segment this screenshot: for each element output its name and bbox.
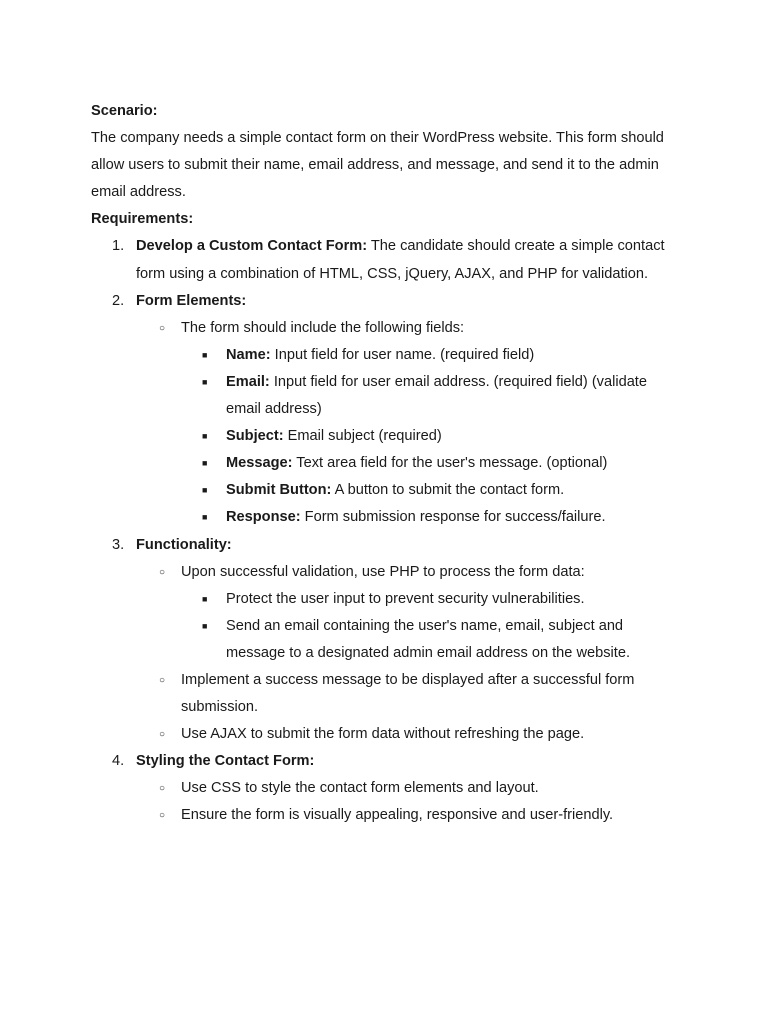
sub-item (91, 559, 681, 586)
field-description: Input field for user email address. (required field) (validate email address) (226, 373, 647, 418)
requirement-title: Functionality: (136, 536, 232, 553)
field-name: Name: (226, 346, 271, 363)
requirement-item (91, 532, 681, 559)
sub-item-text: Use AJAX to submit the form data without refreshing the page. (181, 726, 585, 743)
list-number: 1. (112, 238, 125, 255)
square-bullet-icon: ■ (202, 458, 208, 469)
field-description: Email subject (required) (283, 428, 442, 445)
sub-item (91, 775, 681, 802)
field-name: Message: (226, 455, 293, 472)
sub-item (91, 667, 681, 721)
field-description: Text area field for the user's message. (optional) (292, 455, 608, 472)
square-bullet-icon: ■ (202, 431, 208, 442)
square-bullet-icon: ■ (202, 593, 208, 604)
bullet-item (91, 613, 681, 667)
bullet-text: Protect the user input to prevent security vulnerabilities. (226, 590, 585, 607)
sub-item (91, 315, 681, 342)
bullet-item (91, 369, 681, 423)
circle-bullet-icon: ○ (159, 566, 166, 578)
scenario-body: The company needs a simple contact form on their WordPress website. This form should allow users to submit their name, email address, and message, and send it to the admin email address. (91, 130, 664, 201)
square-bullet-icon: ■ (202, 620, 208, 631)
field-name: Response: (226, 509, 301, 526)
sub-item (91, 802, 681, 829)
scenario-heading: Scenario: (91, 103, 158, 119)
circle-bullet-icon: ○ (159, 729, 166, 741)
sub-item (91, 721, 681, 748)
requirements-heading: Requirements: (91, 211, 194, 228)
bullet-item (91, 504, 681, 531)
bullet-item (91, 423, 681, 450)
field-description: A button to submit the contact form. (331, 482, 565, 499)
bullet-item (91, 586, 681, 613)
sub-item-text: Ensure the form is visually appealing, responsive and user-friendly. (181, 807, 614, 824)
bullet-item (91, 450, 681, 477)
requirement-item (91, 748, 681, 775)
field-name: Email: (226, 373, 270, 390)
sub-item-text: Upon successful validation, use PHP to process the form data: (181, 563, 585, 580)
square-bullet-icon: ■ (202, 376, 208, 387)
circle-bullet-icon: ○ (159, 783, 166, 795)
bullet-text: Send an email containing the user's name, email, subject and message to a designated admin email address on the website. (226, 617, 631, 661)
document-content (91, 98, 681, 830)
square-bullet-icon: ■ (202, 485, 208, 496)
square-bullet-icon: ■ (202, 512, 208, 523)
field-name: Subject: (226, 428, 284, 445)
bullet-item (91, 342, 681, 369)
requirement-title: Styling the Contact Form: (136, 753, 315, 770)
field-description: Form submission response for success/failure. (300, 509, 606, 526)
requirement-title: Form Elements: (136, 292, 247, 309)
sub-item-text: The form should include the following fields: (181, 319, 465, 336)
requirement-title: Develop a Custom Contact Form: (136, 238, 368, 255)
bullet-item (91, 477, 681, 504)
circle-bullet-icon: ○ (159, 810, 166, 822)
field-description: Input field for user name. (required field) (270, 346, 535, 363)
requirement-item (91, 233, 681, 287)
list-number: 2. (112, 292, 125, 309)
sub-item-text: Use CSS to style the contact form elements and layout. (181, 780, 539, 797)
square-bullet-icon: ■ (202, 349, 208, 360)
circle-bullet-icon: ○ (159, 322, 166, 334)
requirement-item (91, 288, 681, 315)
list-number: 3. (112, 536, 125, 553)
requirement-text: The candidate should create a simple contact form using a combination of HTML, CSS, jQuery, AJAX, and PHP for validation. (136, 238, 665, 282)
sub-item-text: Implement a success message to be displayed after a successful form submission. (181, 671, 635, 716)
field-name: Submit Button: (226, 482, 332, 499)
circle-bullet-icon: ○ (159, 674, 166, 686)
list-number: 4. (112, 753, 125, 770)
